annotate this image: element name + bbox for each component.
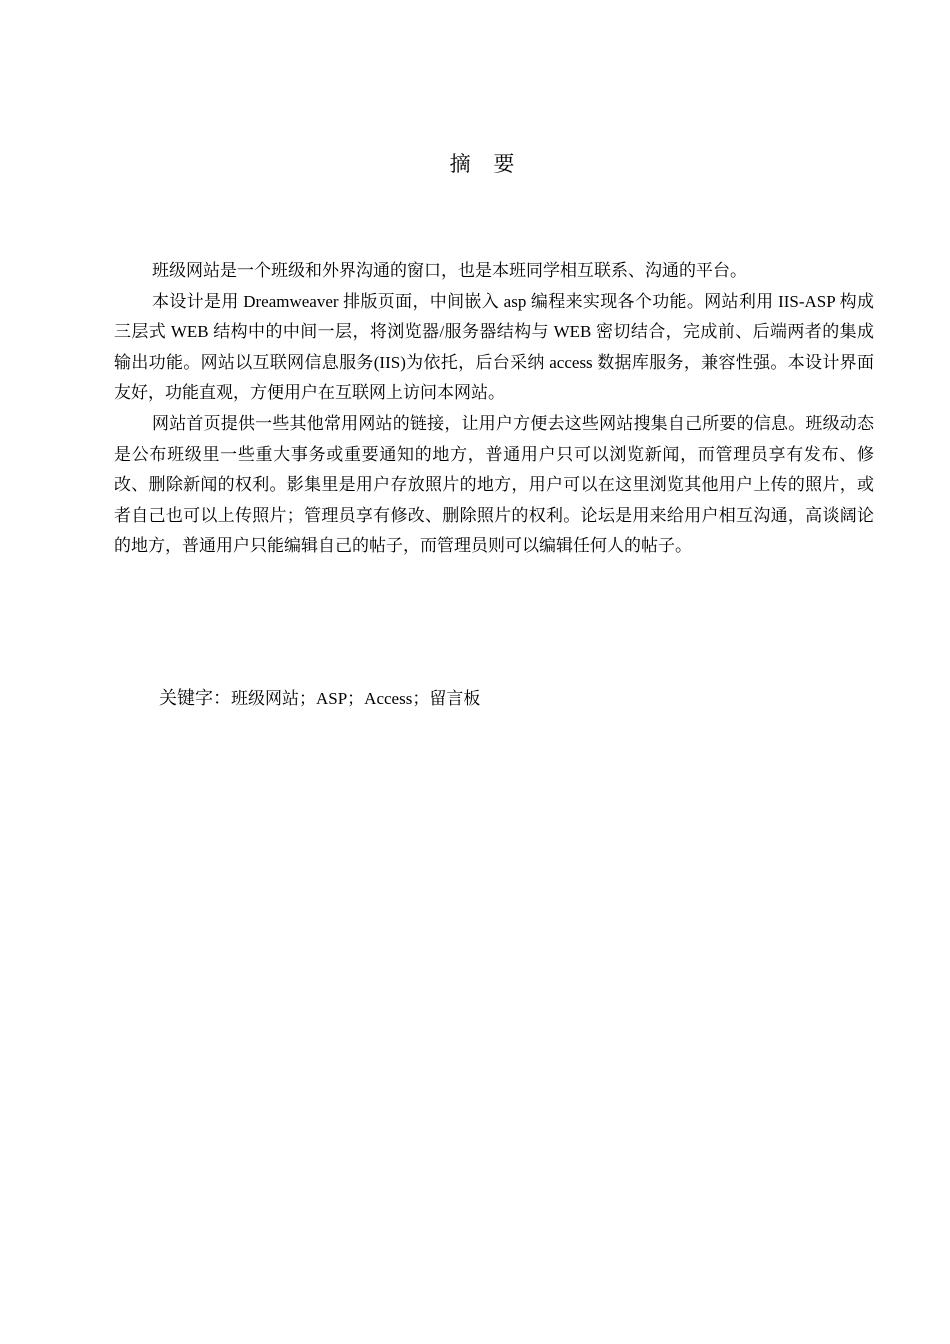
keywords-label: 关键字： bbox=[159, 688, 231, 709]
keywords-values: 班级网站；ASP；Access；留言板 bbox=[231, 689, 481, 708]
abstract-paragraph-1: 班级网站是一个班级和外界沟通的窗口，也是本班同学相互联系、沟通的平台。 bbox=[152, 261, 747, 280]
keywords-line bbox=[159, 684, 480, 714]
abstract-paragraph-3: 网站首页提供一些其他常用网站的链接，让用户方便去这些网站搜集自己所要的信息。班级动态是公布班级里一些重大事务或重要通知的地方，普通用户只可以浏览新闻，而管理员享有发布、修改、删除新闻的权利。影集里是用户存放照片的地方，用户可以在这里浏览其他用户上传的照片，或者自己也可以上传照片；管理员享有修改、删除照片的权利。论坛是用来给用户相互沟通，高谈阔论的地方，普通用户只能编辑自己的帖子，而管理员则可以编辑任何人的帖子。 bbox=[114, 413, 874, 556]
abstract-paragraph-2: 本设计是用 Dreamweaver 排版页面，中间嵌入 asp 编程来实现各个功能。网站利用 IIS-ASP 构成三层式 WEB 结构中的中间一层，将浏览器/服务器结构与 WEB 密切结合，完成前、后端两者的集成输出功能。网站以互联网信息服务(IIS)为依托，后台采纳 access 数据库服务，兼容性强。本设计界面友好，功能直观，方便用户在互联网上访问本网站。 bbox=[114, 291, 874, 403]
abstract-title: 摘 要 bbox=[449, 152, 523, 176]
abstract-body bbox=[114, 256, 874, 562]
